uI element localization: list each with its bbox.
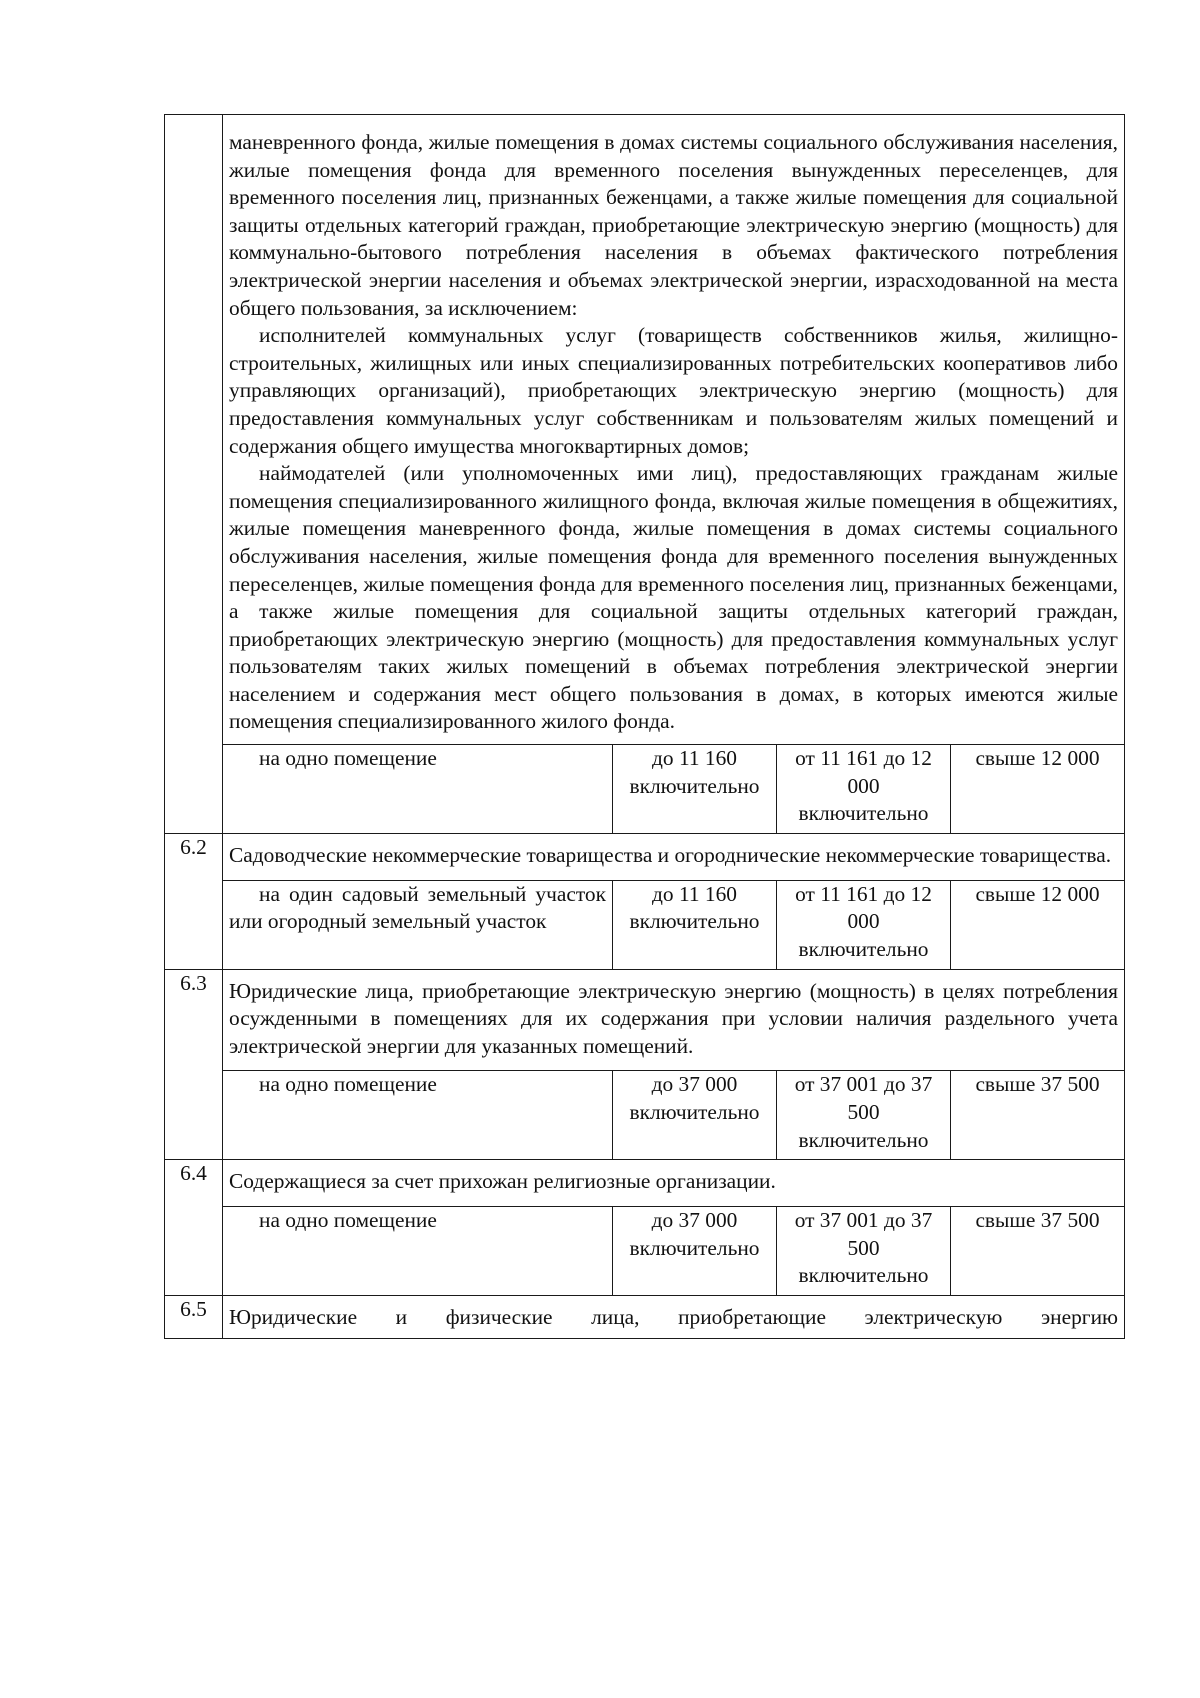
description-paragraph: Содержащиеся за счет прихожан религиозные организации. bbox=[229, 1169, 776, 1194]
description-paragraph: Юридические и физические лица, приобретающие электрическую энергию bbox=[229, 1305, 1118, 1330]
table-row-item bbox=[165, 969, 1125, 1071]
description-cell bbox=[223, 1160, 1125, 1207]
table-row-values bbox=[165, 880, 1125, 969]
row-number-cell bbox=[165, 115, 223, 834]
description-paragraph: маневренного фонда, жилые помещения в домах системы социального обслуживания населения, жилые помещения фонда для временного поселения вынужденных переселенцев, для временного поселения лиц, признанных беженцами, а также жилые помещения для социальной защиты отдельных категорий граждан, приобретающие электрическую энергию (мощность) для коммунально-бытового потребления населения в объемах фактического потребления электрической энергии населения и объемах электрической энергии, израсходованной на места общего пользования, за исключением: bbox=[229, 130, 1118, 320]
range-mid-cell: от 37 001 до 37 500 включительно bbox=[777, 1207, 951, 1296]
description-paragraph: исполнителей коммунальных услуг (товариществ собственников жилья, жилищно-строительных, жилищных или иных специализированных потребительских кооперативов либо управляющих организаций), приобретающих электрическую энергию (мощность) для предоставления коммунальных услуг собственникам и пользователям жилых помещений и содержания общего имущества многоквартирных домов; bbox=[229, 323, 1118, 458]
range-high-cell: свыше 37 500 bbox=[951, 1071, 1125, 1160]
range-low-cell: до 11 160 включительно bbox=[613, 745, 777, 834]
description-paragraph: Юридические лица, приобретающие электрическую энергию (мощность) в целях потребления осужденными в помещениях для их содержания при условии наличия раздельного учета электрической энергии для указанных помещений. bbox=[229, 978, 1118, 1058]
row-number-cell: 6.5 bbox=[165, 1296, 223, 1339]
table-row-item bbox=[165, 1296, 1125, 1339]
table-row-values bbox=[165, 1071, 1125, 1160]
unit-cell: на один садовый земельный участок или огородный земельный участок bbox=[223, 880, 613, 969]
unit-cell: на одно помещение bbox=[223, 1207, 613, 1296]
row-number-cell: 6.4 bbox=[165, 1160, 223, 1296]
range-low-cell: до 37 000 включительно bbox=[613, 1207, 777, 1296]
range-mid-cell: от 11 161 до 12 000 включительно bbox=[777, 745, 951, 834]
description-paragraph: наймодателей (или уполномоченных ими лиц), предоставляющих гражданам жилые помещения специализированного жилищного фонда, включая жилые помещения в общежитиях, жилые помещения маневренного фонда, жилые помещения в домах системы социального обслуживания населения, жилые помещения фонда для временного поселения вынужденных переселенцев, жилые помещения фонда для временного поселения лиц, признанных беженцами, а также жилые помещения для социальной защиты отдельных категорий граждан, приобретающих электрическую энергию (мощность) для предоставления коммунальных услуг пользователям таких жилых помещений в объемах потребления электрической энергии населением и содержания мест общего пользования в домах, в которых имеются жилые помещения специализированного жилого фонда. bbox=[229, 461, 1118, 734]
unit-cell: на одно помещение bbox=[223, 1071, 613, 1160]
row-number-cell: 6.3 bbox=[165, 969, 223, 1160]
description-cell bbox=[223, 969, 1125, 1071]
unit-cell: на одно помещение bbox=[223, 745, 613, 834]
range-low-cell: до 37 000 включительно bbox=[613, 1071, 777, 1160]
table-row-item bbox=[165, 1160, 1125, 1207]
table-row-continuation bbox=[165, 115, 1125, 745]
document-page bbox=[164, 114, 1124, 1339]
description-paragraph: Садоводческие некоммерческие товарищества и огороднические некоммерческие товарищества. bbox=[229, 843, 1112, 868]
description-cell bbox=[223, 834, 1125, 881]
range-mid-cell: от 11 161 до 12 000 включительно bbox=[777, 880, 951, 969]
table-row-values bbox=[165, 745, 1125, 834]
range-high-cell: свыше 12 000 bbox=[951, 880, 1125, 969]
tariff-table bbox=[164, 114, 1125, 1339]
table-row-values bbox=[165, 1207, 1125, 1296]
range-high-cell: свыше 37 500 bbox=[951, 1207, 1125, 1296]
range-low-cell: до 11 160 включительно bbox=[613, 880, 777, 969]
description-cell bbox=[223, 115, 1125, 745]
range-mid-cell: от 37 001 до 37 500 включительно bbox=[777, 1071, 951, 1160]
description-cell bbox=[223, 1296, 1125, 1339]
row-number-cell: 6.2 bbox=[165, 834, 223, 970]
table-row-item bbox=[165, 834, 1125, 881]
range-high-cell: свыше 12 000 bbox=[951, 745, 1125, 834]
